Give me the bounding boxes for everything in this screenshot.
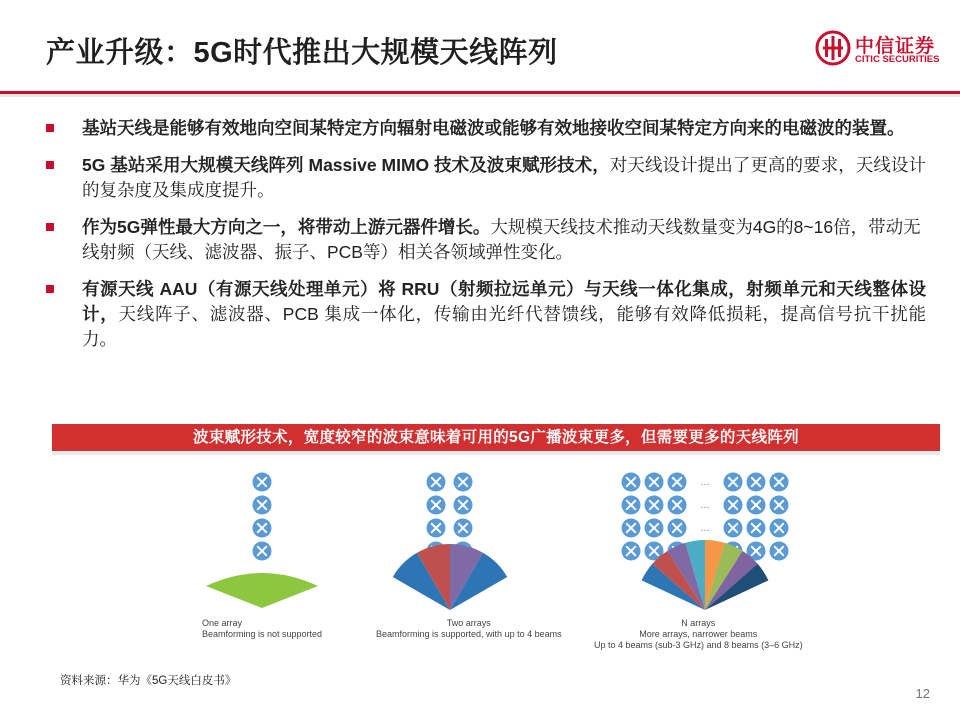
caption-desc: Beamforming is not supported	[202, 629, 323, 639]
caption-desc: More arrays, narrower beams	[639, 629, 758, 639]
title-divider-grey	[0, 94, 960, 97]
bullet-text: 对天线设计提出了更高的要求，天线设计的复杂度及集成度提升。	[82, 155, 926, 200]
logo-name-en: CITIC SECURITIES	[855, 54, 940, 65]
beamforming-figure	[170, 460, 830, 660]
bullet-text: 基站天线是能够有效地向空间某特定方向辐射电磁波或能够有效地接收空间某特定方向来的电磁波的装置。	[82, 118, 905, 138]
bullet-item	[46, 116, 926, 141]
caption-n-arrays	[594, 618, 803, 651]
caption-note: Up to 4 beams (sub-3 GHz) and 8 beams (3–6 GHz)	[594, 640, 803, 650]
bullet-text: 大规模天线技术推动天线数量变为4G的8~16倍，带动无线射频（天线、滤波器、振子、PCB等）相关各领域弹性变化。	[82, 217, 921, 262]
caption-title: N arrays	[681, 618, 716, 628]
logo-name-cn: 中信证券	[855, 36, 936, 57]
caption-title: One array	[202, 618, 243, 628]
caption-desc: Beamforming is supported, with up to 4 beams	[376, 629, 562, 639]
square-bullet-icon	[46, 124, 54, 132]
figure-banner: 波束赋形技术，宽度较窄的波束意味着可用的5G广播波束更多，但需要更多的天线阵列	[52, 424, 940, 451]
caption-two-arrays	[376, 618, 562, 640]
source-note: 资料来源：华为《5G天线白皮书》	[60, 675, 237, 687]
ellipsis-label: ...	[700, 522, 710, 534]
ellipsis-label: ...	[700, 499, 710, 511]
beamforming-diagram	[170, 460, 830, 620]
single-beam	[206, 573, 318, 608]
citic-logo-icon	[815, 30, 851, 66]
bullet-item	[46, 153, 926, 203]
bullet-bold-text: 有源天线 AAU（有源天线处理单元）将 RRU（射频拉远单元）与天线一体化集成，射频单元和天线整体设计，	[82, 279, 926, 324]
bullet-bold-text: 作为5G弹性最大方向之一，将带动上游元器件增长。	[82, 217, 491, 237]
page-number: 12	[915, 686, 930, 701]
bullet-text: 天线阵子、滤波器、PCB 集成一体化，传输由光纤代替馈线，能够有效降低损耗，提高信号抗干扰能力。	[82, 304, 927, 349]
square-bullet-icon	[46, 223, 54, 231]
square-bullet-icon	[46, 161, 54, 169]
citic-logo	[815, 30, 945, 70]
square-bullet-icon	[46, 285, 54, 293]
bullet-bold-text: 5G 基站采用大规模天线阵列 Massive MIMO 技术及波束赋形技术，	[82, 155, 610, 175]
figure-banner-shadow	[52, 451, 940, 455]
caption-one-array	[202, 618, 322, 640]
title-bar	[0, 0, 960, 92]
bullet-item	[46, 215, 926, 265]
slide-title: 产业升级：5G时代推出大规模天线阵列	[46, 37, 558, 69]
ellipsis-label: ...	[700, 476, 710, 488]
bullet-item	[46, 277, 926, 352]
caption-title: Two arrays	[446, 618, 491, 628]
bullet-list	[46, 116, 926, 364]
